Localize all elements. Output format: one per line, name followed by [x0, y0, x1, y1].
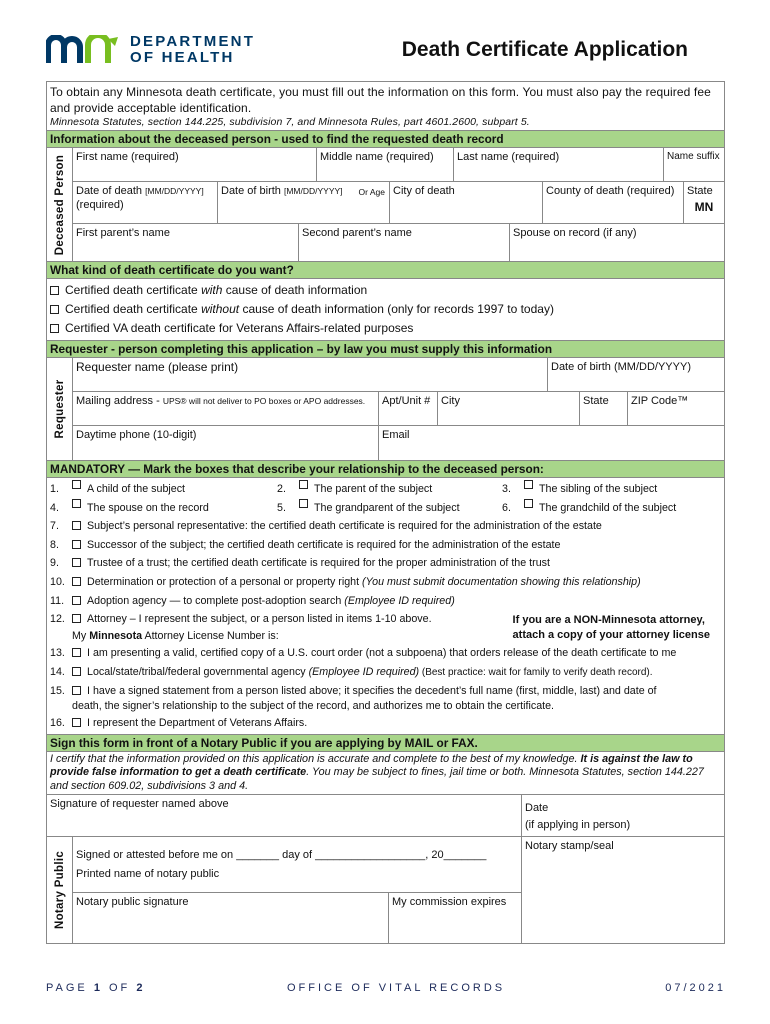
requester-side-label: Requester [47, 358, 73, 460]
date-of-birth-field[interactable]: Date of birth [MM/DD/YYYY] Or Age [218, 182, 390, 223]
notary-section [47, 837, 724, 943]
checkbox-icon[interactable] [72, 614, 81, 623]
mn-logo-icon [46, 35, 122, 65]
intro-text: To obtain any Minnesota death certificate, you must fill out the information on this form. You must also pay the required fee and provide acceptable identification. [50, 85, 711, 115]
relationship-item-3[interactable]: 3. The sibling of the subject [499, 480, 657, 499]
spouse-field[interactable]: Spouse on record (if any) [513, 227, 637, 239]
deceased-section-bar: Information about the deceased person - used to find the requested death record [47, 130, 724, 148]
email-field[interactable]: Email [382, 429, 410, 441]
checkbox-icon[interactable] [50, 286, 59, 295]
state-field: State MN [684, 182, 724, 223]
relationship-item-11[interactable]: 11. Adoption agency — to complete post-adoption search (Employee ID required) [50, 594, 455, 607]
mailing-address-field[interactable]: Mailing address - UPS® will not deliver to PO boxes or APO addresses. [73, 392, 379, 425]
last-name-field[interactable]: Last name (required) [454, 148, 664, 181]
relationship-item-15[interactable]: 15. I have a signed statement from a person listed above; it specifies the decedent’s full name (first, middle, last) and date of death, the signer’s relationship to the subject of the record, and authorizes me to obtain the certificate. [50, 685, 657, 713]
relationship-item-10[interactable]: 10. Determination or protection of a personal or property right (You must submit documentation showing this relationship) [50, 575, 641, 588]
relationship-item-1[interactable]: 1. A child of the subject [47, 480, 274, 499]
checkbox-icon[interactable] [524, 499, 533, 508]
checkbox-icon[interactable] [524, 480, 533, 489]
relationship-item-14[interactable]: 14. Local/state/tribal/federal governmental agency (Employee ID required) (Best practice: wait for family to verify death record). [50, 665, 653, 678]
name-suffix-field[interactable]: Name suffix [667, 151, 720, 162]
apt-field[interactable]: Apt/Unit # [379, 392, 438, 425]
relationship-item-6[interactable]: 6. The grandchild of the subject [499, 499, 676, 518]
sign-section-bar: Sign this form in front of a Notary Public if you are applying by MAIL or FAX. [47, 734, 724, 752]
first-parent-field[interactable]: First parent’s name [73, 224, 299, 261]
certificate-options [47, 279, 724, 340]
deceased-side-label: Deceased Person [47, 148, 73, 261]
notary-signature-field[interactable]: Notary public signature [73, 893, 389, 943]
or-age-label: Or Age [358, 187, 385, 197]
relationship-item-12[interactable]: 12. Attorney – I represent the subject, or a person listed in items 1-10 above. My Minnesota Attorney License Number is: If you are a NON-Minnesota attorney, attach a copy of your attorney license [50, 613, 710, 642]
relationship-list [47, 478, 724, 734]
middle-name-field[interactable]: Middle name (required) [317, 148, 454, 181]
page-title: Death Certificate Application [401, 38, 688, 61]
requester-dob-field[interactable]: Date of birth (MM/DD/YYYY) [551, 361, 691, 373]
requester-signature-field[interactable]: Signature of requester named above [47, 795, 522, 836]
option-without-cause[interactable]: Certified death certificate without cause of death information (only for records 1997 to today) [50, 300, 721, 319]
requester-section [47, 358, 724, 460]
checkbox-icon[interactable] [72, 667, 81, 676]
commission-expires-field[interactable]: My commission expires [392, 896, 507, 909]
checkbox-icon[interactable] [299, 480, 308, 489]
page-header [46, 28, 726, 78]
checkbox-icon[interactable] [72, 521, 81, 530]
county-of-death-field[interactable]: County of death (required) [543, 182, 684, 223]
checkbox-icon[interactable] [50, 324, 59, 333]
deceased-section [47, 148, 724, 261]
state-field-requester[interactable]: State [580, 392, 628, 425]
relationship-item-2[interactable]: 2. The parent of the subject [274, 480, 499, 499]
relationship-item-13[interactable]: 13. I am presenting a valid, certified copy of a U.S. court order (not a subpoena) that orders release of the death certificate to me [50, 647, 677, 660]
relationship-item-7[interactable]: 7. Subject’s personal representative: the certified death certificate is required for the administration of the estate [50, 520, 602, 533]
relationship-item-4[interactable]: 4. The spouse on the record [47, 499, 274, 518]
second-parent-field[interactable]: Second parent’s name [299, 224, 510, 261]
checkbox-icon[interactable] [72, 686, 81, 695]
checkbox-icon[interactable] [72, 480, 81, 489]
signed-attested-line[interactable]: Signed or attested before me on _______ day of __________________, 20_______ [76, 849, 487, 862]
notary-printed-name-field[interactable]: Printed name of notary public [76, 868, 220, 881]
certification-text: I certify that the information provided on this application is accurate and complete to the best of my knowledge. It is against the law to provide false information to get a death certificate. You may be subject to fines, jail time or both. Minnesota Statutes, section 144.227 and section 609.02, subdivisions 3 and 4. [47, 752, 724, 796]
mdh-logo [46, 32, 255, 68]
checkbox-icon[interactable] [72, 718, 81, 727]
city-field[interactable]: City [438, 392, 580, 425]
city-of-death-field[interactable]: City of death [390, 182, 543, 223]
first-name-field[interactable]: First name (required) [73, 148, 317, 181]
intro-statute: Minnesota Statutes, section 144.225, subdivision 7, and Minnesota Rules, part 4601.2600, subpart 5. [50, 116, 530, 128]
zip-field[interactable]: ZIP Code™ [631, 395, 689, 407]
logo-line-health: OF HEALTH [130, 49, 235, 66]
requester-name-field[interactable]: Requester name (please print) [73, 358, 548, 391]
relationship-item-5[interactable]: 5. The grandparent of the subject [274, 499, 499, 518]
checkbox-icon[interactable] [299, 499, 308, 508]
checkbox-icon[interactable] [72, 540, 81, 549]
checkbox-icon[interactable] [72, 499, 81, 508]
checkbox-icon[interactable] [50, 305, 59, 314]
phone-field[interactable]: Daytime phone (10-digit) [73, 426, 379, 460]
date-of-death-field[interactable]: Date of death [MM/DD/YYYY] (required) [73, 182, 218, 223]
relationship-section-bar: MANDATORY — Mark the boxes that describe your relationship to the deceased person: [47, 460, 724, 478]
kind-section-bar: What kind of death certificate do you want? [47, 261, 724, 279]
checkbox-icon[interactable] [72, 558, 81, 567]
option-va[interactable]: Certified VA death certificate for Veterans Affairs-related purposes [50, 319, 721, 338]
intro [47, 82, 724, 130]
logo-line-department: DEPARTMENT [130, 33, 256, 50]
requester-section-bar: Requester - person completing this application – by law you must supply this information [47, 340, 724, 358]
page-number: PAGE 1 OF 2 [46, 982, 146, 994]
form-date: 07/2021 [665, 982, 726, 994]
application-form [46, 81, 725, 944]
state-value: MN [694, 200, 714, 214]
option-with-cause[interactable]: Certified death certificate with cause of death information [50, 281, 721, 300]
checkbox-icon[interactable] [72, 596, 81, 605]
relationship-item-9[interactable]: 9. Trustee of a trust; the certified death certificate is required for the proper administration of the trust [50, 557, 550, 570]
checkbox-icon[interactable] [72, 577, 81, 586]
relationship-item-8[interactable]: 8. Successor of the subject; the certified death certificate is required for the administration of the estate [50, 538, 561, 551]
checkbox-icon[interactable] [72, 648, 81, 657]
date-field[interactable]: Date (if applying in person) [525, 802, 631, 832]
notary-side-label: Notary Public [47, 837, 73, 943]
office-name: OFFICE OF VITAL RECORDS [287, 982, 506, 994]
notary-stamp-field[interactable]: Notary stamp/seal [525, 840, 614, 853]
non-mn-attorney-note: If you are a NON-Minnesota attorney, attach a copy of your attorney license [512, 614, 710, 642]
relationship-item-16[interactable]: 16. I represent the Department of Veterans Affairs. [50, 717, 308, 730]
